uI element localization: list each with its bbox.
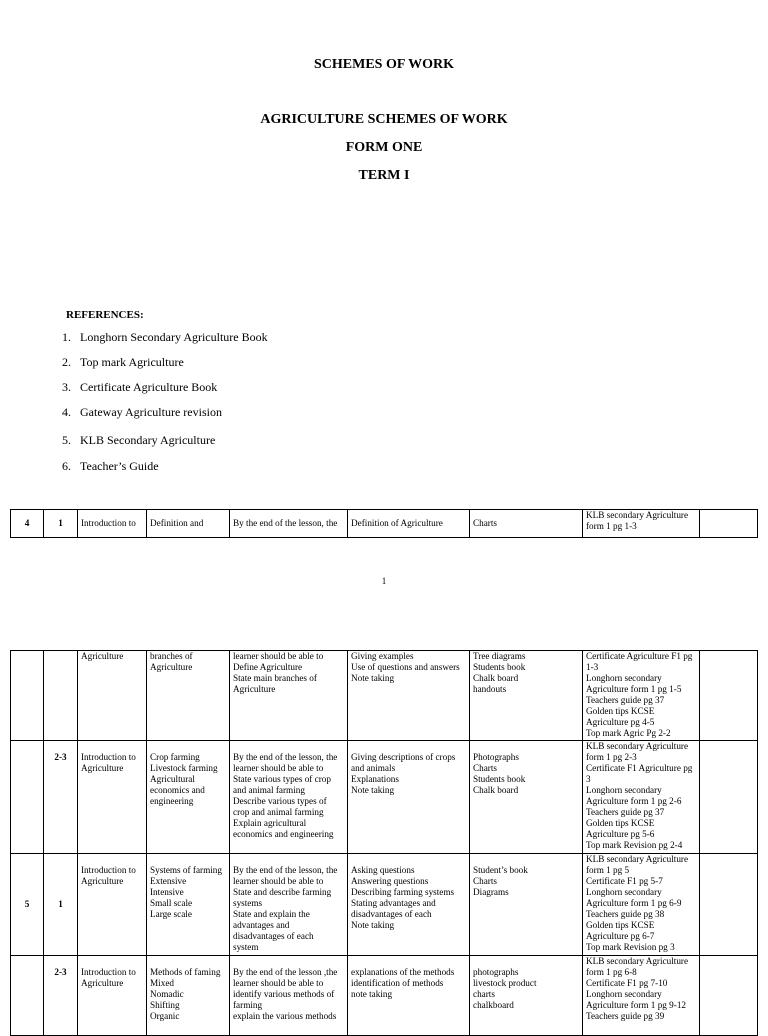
reference-number: 1. [62,330,71,344]
cell-line: Extensive [150,876,187,886]
subtopic-cell: Definition and [147,510,230,538]
cell-line: note taking [351,989,393,999]
cell-line: crop and animal farming [233,807,324,817]
activities-cell [348,651,470,741]
cell-line: Agriculture [233,684,276,694]
cell-line: Note taking [351,785,395,795]
cell-line: identification of methods [351,978,444,988]
document-title: SCHEMES OF WORK [313,57,455,72]
table-row [11,741,758,854]
cell-line: Agriculture pg 6-7 [586,931,655,941]
remarks-cell [700,741,758,854]
objectives-cell [230,741,348,854]
cell-line: handouts [473,684,507,694]
cell-line: Longhorn secondary [586,785,662,795]
cell-line: Teachers guide pg 37 [586,807,665,817]
cell-line: Introduction to [81,752,136,762]
cell-line: Top mark Revision pg 3 [586,942,675,952]
cell-line: By the end of the lesson, the [233,865,338,875]
reference-item [62,330,268,345]
cell-line: Agriculture [81,651,124,661]
cell-line: Tree diagrams [473,651,526,661]
week-cell [11,741,44,854]
references-heading: REFERENCES: [66,309,144,321]
reference-item [62,405,222,420]
scheme-table-page2 [10,650,758,1036]
cell-line: Mixed [150,978,174,988]
cell-line: Agriculture pg 4-5 [586,717,655,727]
cell-line: Methods of faming [150,967,221,977]
topic-cell: Introduction to [78,510,147,538]
subtopic-cell [147,651,230,741]
cell-line: Introduction to [81,865,136,875]
cell-line: explanations of the methods [351,967,455,977]
lesson-cell: 1 [44,510,78,538]
subject-title: AGRICULTURE SCHEMES OF WORK [260,112,508,127]
cell-line: economics and [150,785,205,795]
cell-line: Top mark Revision pg 2-4 [586,840,683,850]
references-cell [583,510,700,538]
cell-line: economics and engineering [233,829,334,839]
lesson-cell: 2-3 [44,956,78,1036]
cell-line: Top mark Agric Pg 2-2 [586,728,671,738]
cell-line: State and describe farming [233,887,332,897]
cell-line: identify various methods of [233,989,335,999]
resources-cell [470,854,583,956]
topic-cell [78,854,147,956]
cell-line: Photographs [473,752,519,762]
cell-line: Agriculture [81,978,124,988]
subtopic-cell [147,741,230,854]
activities-cell [348,741,470,854]
form-title: FORM ONE [345,140,423,155]
cell-line: Chalk board [473,785,519,795]
topic-cell [78,741,147,854]
lesson-cell: 1 [44,854,78,956]
subtopic-cell [147,854,230,956]
cell-line: KLB secondary Agriculture [586,956,689,966]
cell-line: Stating advantages and [351,898,436,908]
table-row [11,651,758,741]
cell-line: explain the various methods [233,1011,337,1021]
reference-text: KLB Secondary Agriculture [80,433,216,447]
cell-line: engineering [150,796,194,806]
reference-item [62,459,159,474]
cell-line: Small scale [150,898,193,908]
cell-line: 3 [586,774,591,784]
cell-line: Teachers guide pg 37 [586,695,665,705]
remarks-cell [700,651,758,741]
objectives-cell: By the end of the lesson, the [230,510,348,538]
cell-line: Answering questions [351,876,429,886]
cell-line: Certificate F1 Agriculture pg [586,763,693,773]
cell-line: photographs [473,967,519,977]
cell-line: learner should be able to [233,651,324,661]
cell-line: advantages and [233,920,290,930]
cell-line: chalkboard [473,1000,514,1010]
cell-line: Diagrams [473,887,509,897]
cell-line: learner should be able to [233,763,324,773]
cell-line: Golden tips KCSE [586,920,655,930]
cell-line: Certificate F1 pg 5-7 [586,876,663,886]
reference-number: 2. [62,355,71,369]
reference-text: Gateway Agriculture revision [80,405,222,419]
page-number: 1 [381,576,387,586]
cell-line: Charts [473,876,497,886]
cell-line: Agriculture pg 5-6 [586,829,655,839]
reference-number: 6. [62,459,71,473]
reference-text: Teacher’s Guide [80,459,159,473]
cell-line: livestock product [473,978,537,988]
reference-item [62,433,215,448]
cell-line: Shifting [150,1000,180,1010]
cell-line: learner should be able to [233,876,324,886]
references-cell [583,651,700,741]
cell-line: Longhorn secondary [586,989,662,999]
cell-line: Large scale [150,909,192,919]
cell-line: Organic [150,1011,180,1021]
cell-line: Agriculture [81,763,124,773]
activities-cell: Definition of Agriculture [348,510,470,538]
cell-line: Certificate F1 pg 7-10 [586,978,668,988]
cell-line: Agriculture [81,876,124,886]
cell-line: and animal farming [233,785,305,795]
reference-number: 4. [62,405,71,419]
cell-line: Golden tips KCSE [586,706,655,716]
cell-line: Longhorn secondary [586,673,662,683]
cell-line: Use of questions and answers [351,662,460,672]
term-title: TERM I [358,168,410,183]
resources-cell [470,741,583,854]
references-cell [583,741,700,854]
cell-line: Golden tips KCSE [586,818,655,828]
resources-cell: Charts [470,510,583,538]
cell-line: Agriculture [150,662,193,672]
cell-line: State and explain the [233,909,310,919]
cell-line: Asking questions [351,865,415,875]
cell-line: Students book [473,774,526,784]
cell-line: Agricultural [150,774,195,784]
reference-text: Top mark Agriculture [80,355,184,369]
cell-line: Explain agricultural [233,818,307,828]
week-cell: 5 [11,854,44,956]
cell-line: Students book [473,662,526,672]
table-row [11,854,758,956]
cell-line: Crop farming [150,752,200,762]
cell-line: 1-3 [586,662,599,672]
cell-line: State various types of crop [233,774,331,784]
cell-line: KLB secondary Agriculture [586,741,689,751]
cell-line: Systems of farming [150,865,222,875]
reference-number: 5. [62,433,71,447]
table-row [11,510,758,538]
cell-line: Giving descriptions of crops [351,752,456,762]
week-cell: 4 [11,510,44,538]
scheme-table-page1 [10,509,758,538]
resources-cell [470,651,583,741]
reference-text: Longhorn Secondary Agriculture Book [80,330,268,344]
cell-line: Student’s book [473,865,528,875]
cell-line: system [233,942,259,952]
cell-line: form 1 pg 5 [586,865,630,875]
week-cell [11,651,44,741]
cell-line: disadvantages of each [351,909,432,919]
cell-line: Longhorn secondary [586,887,662,897]
remarks-cell [700,854,758,956]
cell-line: systems [233,898,263,908]
reference-number: 3. [62,380,71,394]
cell-line: KLB secondary Agriculture [586,510,689,520]
activities-cell [348,854,470,956]
cell-line: Nomadic [150,989,184,999]
cell-line: Giving examples [351,651,414,661]
reference-item [62,380,217,395]
cell-line: By the end of the lesson ,the [233,967,338,977]
objectives-cell [230,651,348,741]
reference-text: Certificate Agriculture Book [80,380,218,394]
cell-line: form 1 pg 6-8 [586,967,637,977]
lesson-cell [44,651,78,741]
cell-line: Agriculture form 1 pg 1-5 [586,684,682,694]
cell-line: By the end of the lesson, the [233,752,338,762]
cell-line: Intensive [150,887,184,897]
cell-line: Describe various types of [233,796,327,806]
cell-line: Agriculture form 1 pg 2-6 [586,796,682,806]
cell-line: Livestock farming [150,763,218,773]
remarks-cell [700,510,758,538]
reference-item [62,355,184,370]
objectives-cell [230,854,348,956]
cell-line: Agriculture form 1 pg 6-9 [586,898,682,908]
cell-line: Introduction to [81,967,136,977]
cell-line: Note taking [351,673,395,683]
cell-line: Describing farming systems [351,887,455,897]
cell-line: Explanations [351,774,399,784]
cell-line: Note taking [351,920,395,930]
cell-line: branches of [150,651,193,661]
cell-line: farming [233,1000,263,1010]
cell-line: Charts [473,763,497,773]
cell-line: Define Agriculture [233,662,303,672]
cell-line: Chalk board [473,673,519,683]
cell-line: form 1 pg 2-3 [586,752,637,762]
cell-line: and animals [351,763,396,773]
topic-cell [78,651,147,741]
cell-line: KLB secondary Agriculture [586,854,689,864]
cell-line: charts [473,989,495,999]
cell-line: disadvantages of each [233,931,314,941]
cell-line: learner should be able to [233,978,324,988]
lesson-cell: 2-3 [44,741,78,854]
references-cell [583,854,700,956]
cell-line: State main branches of [233,673,317,683]
cell-line: Certificate Agriculture F1 pg [586,651,693,661]
cell-line: Agriculture form 1 pg 9-12 [586,1000,687,1010]
cell-line: form 1 pg 1-3 [586,521,637,531]
cell-line: Teachers guide pg 39 [586,1011,665,1021]
cell-line: Teachers guide pg 38 [586,909,665,919]
